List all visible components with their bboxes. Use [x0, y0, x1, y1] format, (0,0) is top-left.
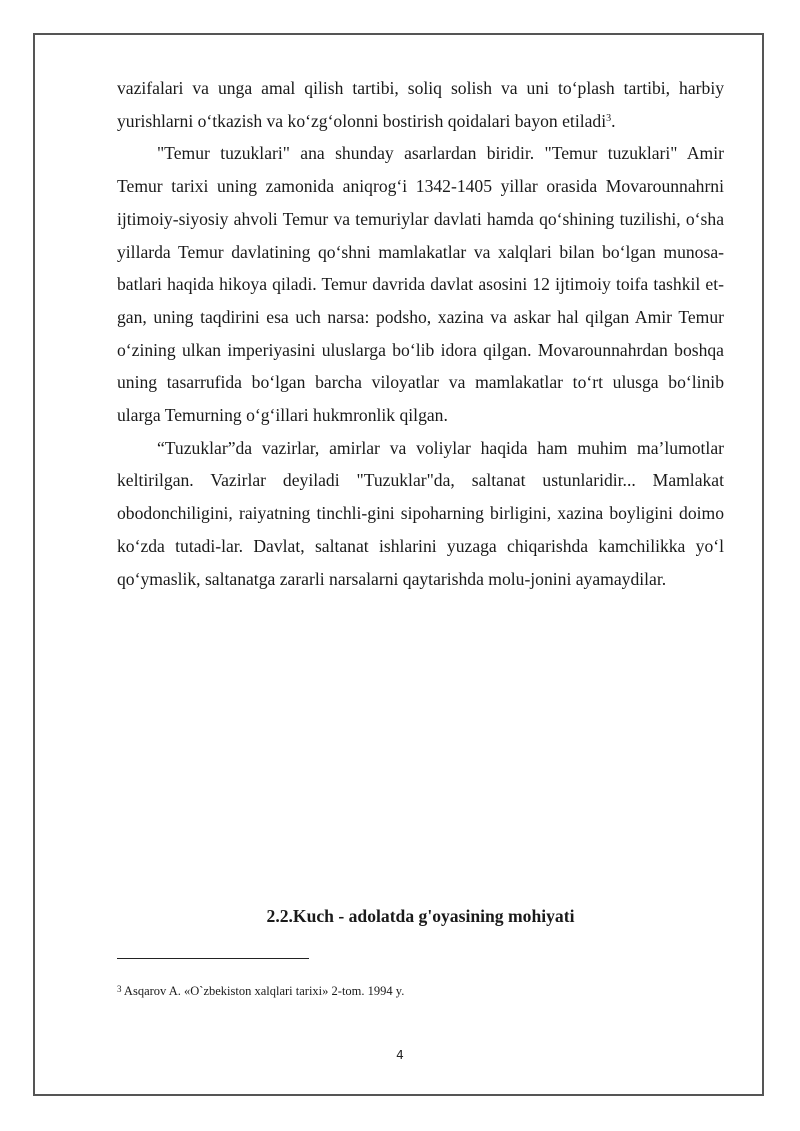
- paragraph-1-end: .: [611, 110, 616, 131]
- paragraph-3: “Tuzuklar”da vazirlar, amirlar va voliylar haqida ham muhim ma’lumotlar keltirilgan. Vazirlar deyiladi "Tuzuklar"da, saltanat ustunlaridir... Mamlakat obodonchiligini, raiyatning tinchli-gini sipoharning birligini, xazina boyligini doimo ko‘zda tutadi-lar. Davlat, saltanat ishlarini yuzaga chiqarishda kamchilikka yo‘l qo‘ymaslik, saltanatga zararli narsalarni qaytarishda molu-jonini ayamaydilar.: [117, 437, 724, 589]
- body-text: [117, 72, 724, 595]
- footnote-divider: [117, 958, 309, 959]
- footnote-text: Asqarov A. «O`zbekiston xalqlari tarixi» 2-tom. 1994 y.: [121, 984, 405, 998]
- footnote: [117, 984, 724, 999]
- paragraph-2: "Temur tuzuklari" ana shunday asarlardan biridir. "Temur tuzuklari" Amir Temur tarixi uning zamonida aniqrog‘i 1342-1405 yillar orasida Movarounnahrni ijtimoiy-siyosiy ahvoli Temur va temuriylar davlati hamda qo‘shining tuzilishi, o‘sha yillarda Temur davlatining qo‘shni mamlakatlar va xalqlari bilan bo‘lgan munosa-batlari haqida hikoya qiladi. Temur davrida davlat asosini 12 ijtimoiy toifa tashkil et-gan, uning taqdirini esa uch narsa: podsho, xazina va askar hal qilgan Amir Temur o‘zining ulkan imperiyasini uluslarga bo‘lib idora qilgan. Movarounnahrdan boshqa uning tasarrufida bo‘lgan barcha viloyatlar va mamlakatlar to‘rt ulusga bo‘linib ularga Temurning o‘g‘illari hukmronlik qilgan.: [117, 143, 724, 426]
- paragraph-1-text: vazifalari va unga amal qilish tartibi, soliq solish va uni to‘plash tartibi, harbiy yurishlarni o‘tkazish va ko‘zg‘olonni bostirish qoidalari bayon etiladi: [117, 78, 724, 131]
- section-heading: 2.2.Kuch - adolatda g'oyasining mohiyati: [266, 906, 575, 926]
- paragraph-1: [117, 72, 724, 137]
- footnote-ref[interactable]: 3: [606, 112, 612, 124]
- page-number: 4: [396, 1048, 404, 1062]
- footnote-number: 3: [117, 984, 122, 994]
